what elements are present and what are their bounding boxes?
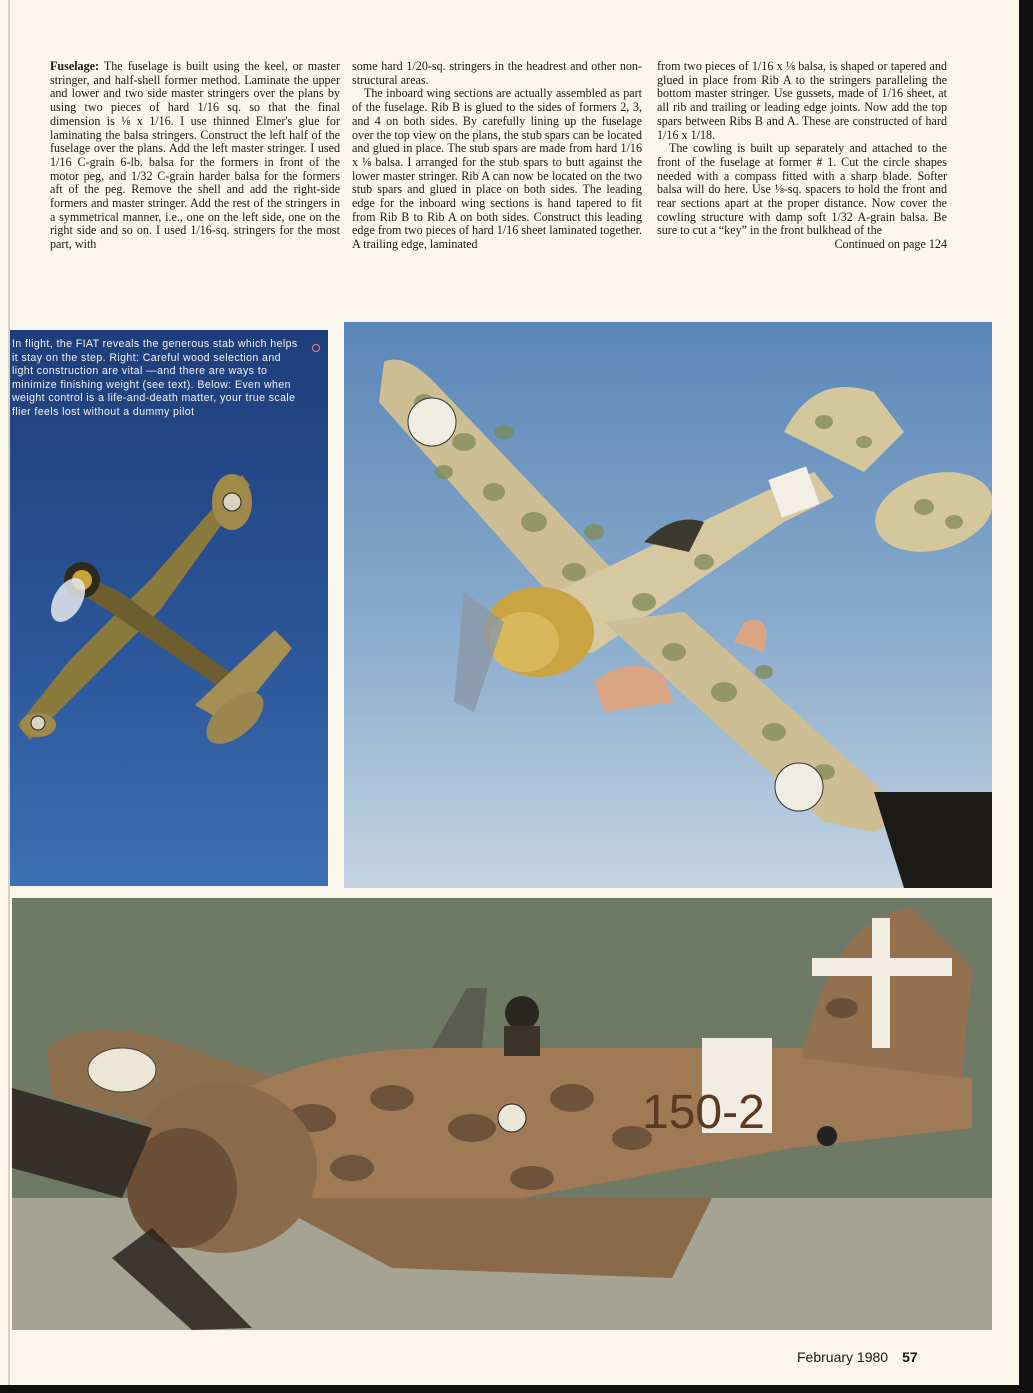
caption-bullet — [312, 344, 320, 352]
issue-date: February 1980 — [797, 1349, 889, 1365]
photo-caption: In flight, the FIAT reveals the generous stab which helps it stay on the step. Right: Careful wood selection and light construction are vital —and there are ways to minimize finishing weight (see text). Below: Even when weight control is a life-and-death matter, your true scale flier feels lost without a dummy pilot — [12, 338, 298, 418]
column-3-paragraph-2: The cowling is built up separately and attached to the front of the fuselage at former # 1. Cut the circle shapes needed with a compass fitted with a sharp blade. Softer balsa will do here. Use ⅛-sq. spacers to hold the front and rear sections apart at the proper distance. Now cover the cowling structure with damp soft 1/32 A-grain balsa. Be sure to cut a “key” in the front bulkhead of the — [657, 141, 947, 238]
column-2-paragraph-2: The inboard wing sections are actually assembled as part of the fuselage. Rib B is glued to the sides of formers 2, 3, and 4 on both sides. By carefully lining up the fuselage over the top view on the plans, the stub spars can be located and glued in place. The stub spars are made from hard 1/16 x ⅛ balsa. I arranged for the stub spars to butt against the lower master stringer. Rib A can now be located on the two stub spars and glued in place on both sides. The leading edge for the inboard wing sections is hand tapered to fit from Rib B to Rib A on both sides. Construct this leading edge from two pieces of hard 1/16 sheet laminated together. A trailing edge, laminated — [352, 86, 642, 252]
in-flight-photo — [10, 330, 328, 886]
column-2-paragraph-1: some hard 1/20-sq. stringers in the headrest and other non-structural areas. — [352, 59, 642, 87]
flying-model-illustration — [10, 330, 328, 886]
text-column-2 — [352, 60, 642, 252]
page-right-edge — [1019, 0, 1033, 1393]
hand-held-model-photo — [344, 322, 992, 888]
page-number: 57 — [902, 1349, 918, 1365]
fuselage-code: 150-2 — [642, 1086, 765, 1139]
hand-held-model-illustration — [344, 322, 992, 888]
text-column-3 — [657, 60, 947, 252]
continued-note: Continued on page 124 — [834, 237, 947, 252]
column-3-paragraph-1: from two pieces of 1/16 x ⅛ balsa, is shaped or tapered and glued in place from Rib A to the stringers paralleling the bottom master stringer. Use gussets, made of 1/16 sheet, at all rib and trailing or leading edge joints. Now add the top spars between Ribs B and A. These are constructed of hard 1/16 x 1/18. — [657, 59, 947, 142]
column-1-text: The fuselage is built using the keel, or master stringer, and half-shell former method. Laminate the upper and lower and two side master stringers over the plans by using two pieces of hard 1/16 sq. so that the final dimension is ⅛ x 1/16. I use thinned Elmer's glue for laminating the balsa stringers. Construct the left half of the fuselage over the plans. Add the left master stringer. I used 1/16 C-grain 6-lb. balsa for the formers in front of the motor peg, and 1/32 C-grain harder balsa for the formers aft of the peg. Remove the shell and add the right-side formers and master stringer. Add the rest of the stringers in a symmetrical manner, i.e., one on the left side, one on the right side and so on. I used 1/16-sq. stringers for the most part, with — [50, 59, 340, 252]
page-footer — [797, 1349, 918, 1365]
section-label: Fuselage: — [50, 59, 100, 73]
model-with-pilot-photo — [12, 898, 992, 1330]
page-bottom-edge — [0, 1385, 1033, 1393]
text-column-1 — [50, 60, 340, 252]
model-with-pilot-illustration — [12, 898, 992, 1330]
